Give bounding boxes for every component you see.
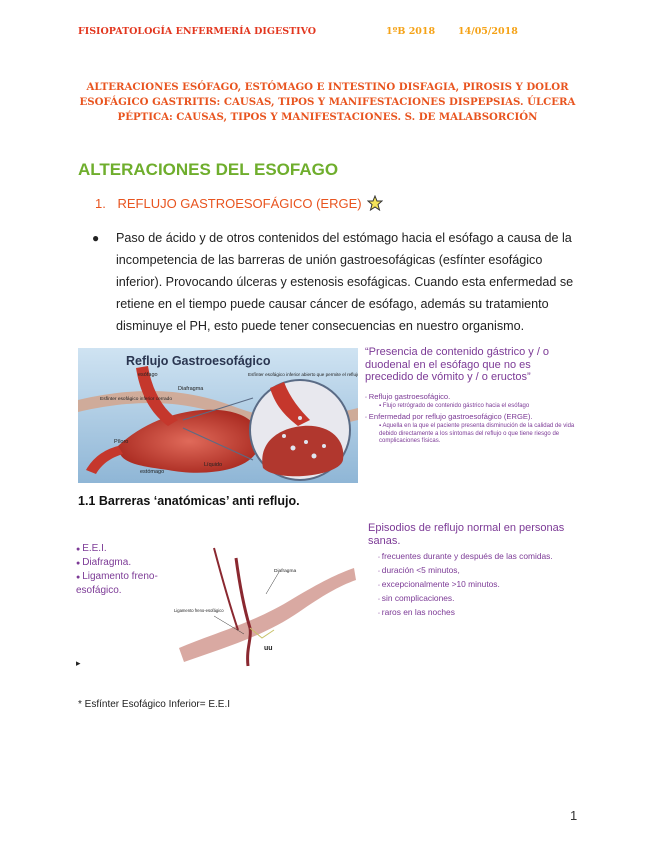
slide2-item: ◦ excepcionalmente >10 minutos. <box>378 579 500 589</box>
barrier-item-text: Ligamento freno-esofágico. <box>76 571 158 596</box>
label-estomago: estómago <box>140 469 165 475</box>
subheading-barreras: 1.1 Barreras ‘anatómicas’ anti reflujo. <box>78 494 300 508</box>
label-ligamento: Ligamento freno-esofágico <box>174 608 224 613</box>
slide2-list <box>378 550 583 620</box>
header-date: 14/05/2018 <box>458 26 518 37</box>
page-number: 1 <box>570 808 578 823</box>
figure-title: Reflujo Gastroesofágico <box>126 354 271 368</box>
slide2-item: ◦ duración <5 minutos, <box>378 565 460 575</box>
slide-item-text: Reflujo gastroesofágico. <box>368 391 451 401</box>
reflux-illustration <box>78 348 358 483</box>
slide-normal-reflux <box>368 522 583 620</box>
slide-item-text: Enfermedad por reflujo gastroesofágico (ERGE). <box>368 412 533 421</box>
slide2-item-text: raros en las noches <box>381 607 455 617</box>
label-piloro: Píloro <box>114 439 129 445</box>
barrier-item-text: Diafragma. <box>82 557 132 568</box>
header-group: 1ºB 2018 <box>386 26 436 37</box>
subsection-number: 1. <box>95 196 106 211</box>
header-course: FISIOPATOLOGÍA ENFERMERÍA DIGESTIVO <box>78 26 317 37</box>
slide-quote: “Presencia de contenido gástrico y / o duodenal en el esófago que no es precedido de vómito y / o eructos” <box>365 346 550 383</box>
barrier-item: ● E.E.I. <box>76 543 107 554</box>
slide2-item-text: sin complicaciones. <box>381 593 455 603</box>
slide-definition <box>365 346 575 446</box>
slide2-item-text: frecuentes durante y después de las comidas. <box>381 551 553 561</box>
subsection-heading <box>95 195 383 211</box>
slide2-item-text: excepcionalmente >10 minutos. <box>381 579 500 589</box>
subsection-title: REFLUJO GASTROESOFÁGICO (ERGE) <box>117 196 362 211</box>
bullet-dot: ● <box>92 231 100 245</box>
label-liquido: Líquido <box>204 462 223 468</box>
barriers-diagram <box>174 538 359 670</box>
slide2-item: ◦ frecuentes durante y después de las comidas. <box>378 551 553 561</box>
slide-subitem-text: Aquella en la que el paciente presenta disminución de la calidad de vida debido directamente a los síntomas del reflujo o que tiene riesgo de complicaciones físicas. <box>379 423 575 444</box>
section-title: ALTERACIONES DEL ESOFAGO <box>78 160 339 179</box>
marker-dot: ▸ <box>76 658 81 668</box>
slide2-item-text: duración <5 minutos, <box>381 565 460 575</box>
slide2-item: ◦ raros en las noches <box>378 607 455 617</box>
slide-item: ◦ Enfermedad por reflujo gastroesofágico (ERGE). ▪ Aquella en la que el paciente presenta disminución de la calidad de vida debido directamente a los síntomas del reflujo o que tiene riesgo de complicaciones físicas. <box>365 412 575 444</box>
star-icon <box>367 195 383 211</box>
label-esofago: esófago <box>138 372 158 378</box>
slide-subitem: ▪ Aquella en la que el paciente presenta disminución de la calidad de vida debido directamente a los síntomas del reflujo o que tiene riesgo de complicaciones físicas. <box>379 423 575 444</box>
slide-subitem: ▪ Flujo retrógrado de contenido gástrico hacia el esófago <box>379 402 530 409</box>
label-esfinter-abierto: Esfínter esofágico inferior abierto que permite el reflujo <box>248 372 358 377</box>
reflux-diagram <box>78 348 358 483</box>
label-diafragma: Diafragma <box>274 569 297 574</box>
footnote: * Esfínter Esofágico Inferior= E.E.I <box>78 699 231 710</box>
barriers-list <box>76 542 176 597</box>
label-esfinter-cerrado: Esfínter esofágico inferior cerrado <box>100 397 172 402</box>
barriers-figure <box>74 538 359 670</box>
slide2-item: ◦ sin complicaciones. <box>378 593 455 603</box>
label-marker: uu <box>264 645 273 652</box>
body-paragraph <box>92 227 580 337</box>
barrier-item: ● Ligamento freno-esofágico. <box>76 571 158 596</box>
barrier-item-text: E.E.I. <box>82 543 107 554</box>
barrier-item: ● Diafragma. <box>76 557 132 568</box>
slide-subitem-text: Flujo retrógrado de contenido gástrico hacia el esófago <box>382 402 530 409</box>
document-title: ALTERACIONES ESÓFAGO, ESTÓMAGO E INTESTINO DISFAGIA, PIROSIS Y DOLOR ESOFÁGICO GASTRITIS: CAUSAS, TIPOS Y MANIFESTACIONES DISPEPSIAS. ÚLCERA PÉPTICA: CAUSAS, TIPOS Y MANIFESTACIONES. S. DE MALABSORCIÓN <box>79 81 576 123</box>
slide2-title: Episodios de reflujo normal en personas sanas. <box>368 522 565 547</box>
label-diafragma: Diafragma <box>178 386 204 392</box>
paragraph-text: Paso de ácido y de otros contenidos del estómago hacia el esófago a causa de la incompetencia de las barreras de unión gastroesofágicas (esfínter esofágico inferior). Provocando úlceras y estenosis esofágicas. Cuando esta enfermedad se retiene en el tiempo puede causar cáncer de esófago, además su tratamiento disminuye el PH, esto puede tener consecuencias en nuestro organismo. <box>116 231 574 333</box>
slide-item: ◦ Reflujo gastroesofágico. ▪ Flujo retrógrado de contenido gástrico hacia el esófago <box>365 392 575 411</box>
